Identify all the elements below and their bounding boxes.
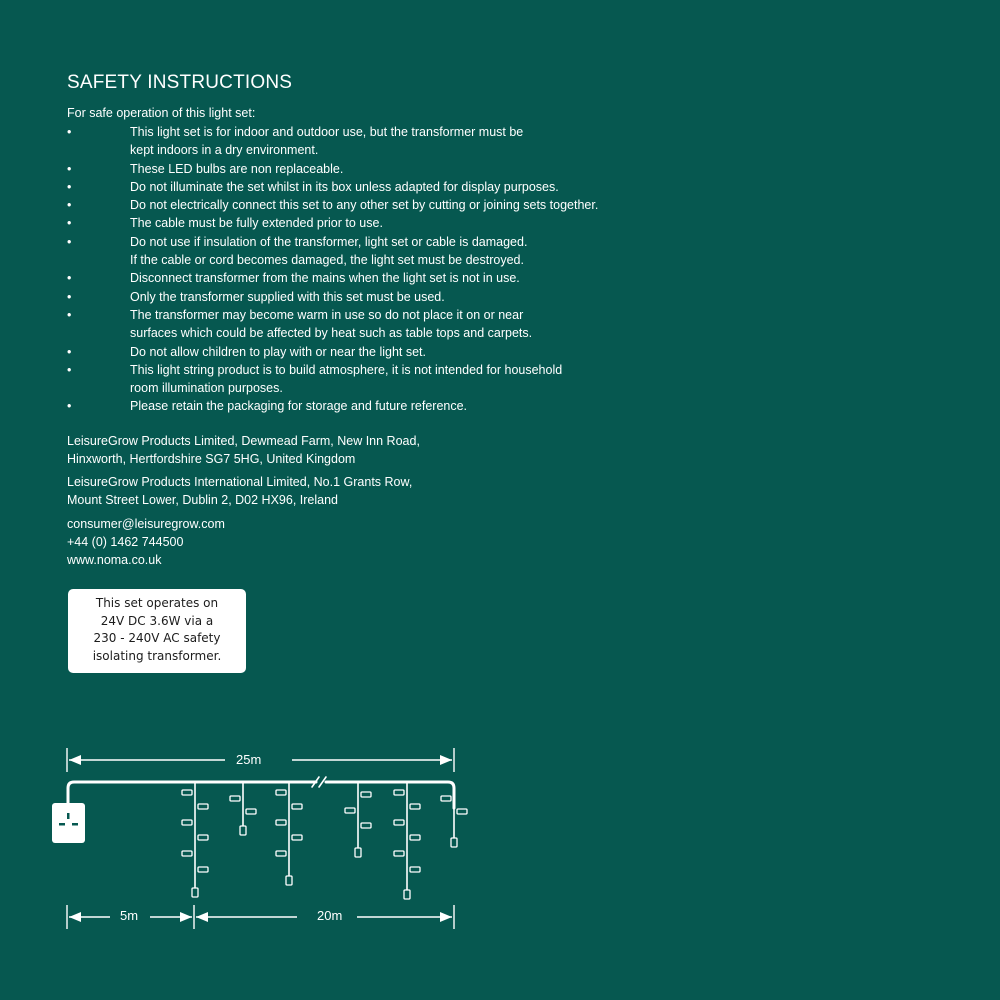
lit-length-label: 20m xyxy=(314,908,345,923)
spec-line: isolating transformer. xyxy=(92,648,222,663)
led-bulbs xyxy=(182,790,467,899)
bullet-text: Do not use if insulation of the transformer, light set or cable is damaged. xyxy=(130,234,528,249)
bullet-text: Only the transformer supplied with this set must be used. xyxy=(130,289,445,304)
bullet-text: Do not electrically connect this set to any other set by cutting or joining sets together. xyxy=(130,198,599,213)
bullet-text: This light set is for indoor and outdoor use, but the transformer must be xyxy=(130,125,524,139)
address-line: LeisureGrow Products International Limited, No.1 Grants Row, xyxy=(67,475,413,489)
bullet-text: These LED bulbs are non replaceable. xyxy=(130,161,344,176)
bullet-text: Do not illuminate the set whilst in its box unless adapted for display purposes. xyxy=(130,179,559,194)
bullet-text: The transformer may become warm in use so do not place it on or near xyxy=(130,307,524,322)
address-line: Mount Street Lower, Dublin 2, D02 HX96, Ireland xyxy=(67,493,338,507)
bullet-text: This light string product is to build atmosphere, it is not intended for household xyxy=(130,362,563,377)
bullet-text: Do not allow children to play with or near the light set. xyxy=(130,344,426,359)
intro-text: For safe operation of this light set: xyxy=(67,106,256,120)
bullet-text-continued: If the cable or cord becomes damaged, the light set must be destroyed. xyxy=(130,253,524,268)
bullet-text-continued: room illumination purposes. xyxy=(130,381,283,396)
lead-length-label: 5m xyxy=(117,908,141,923)
contact-phone: +44 (0) 1462 744500 xyxy=(67,535,184,549)
plug-transformer-icon xyxy=(52,803,85,843)
total-length-label: 25m xyxy=(233,752,264,767)
bullet-text: The cable must be fully extended prior to use. xyxy=(130,216,383,231)
spec-line: 24V DC 3.6W via a xyxy=(100,613,214,628)
spec-line: This set operates on xyxy=(95,596,219,610)
contact-website: www.noma.co.uk xyxy=(67,553,162,567)
bullet-text: Disconnect transformer from the mains when the light set is not in use. xyxy=(130,271,520,286)
contact-email: consumer@leisuregrow.com xyxy=(67,517,225,531)
spec-line: 230 - 240V AC safety xyxy=(93,631,221,645)
bullet-text-continued: kept indoors in a dry environment. xyxy=(130,143,319,158)
address-line: Hinxworth, Hertfordshire SG7 5HG, United Kingdom xyxy=(67,452,356,466)
bullet-text: Please retain the packaging for storage and future reference. xyxy=(130,399,468,414)
page-title: SAFETY INSTRUCTIONS xyxy=(67,72,293,93)
bullet-text-continued: surfaces which could be affected by heat such as table tops and carpets. xyxy=(130,326,533,341)
address-line: LeisureGrow Products Limited, Dewmead Farm, New Inn Road, xyxy=(67,434,420,448)
